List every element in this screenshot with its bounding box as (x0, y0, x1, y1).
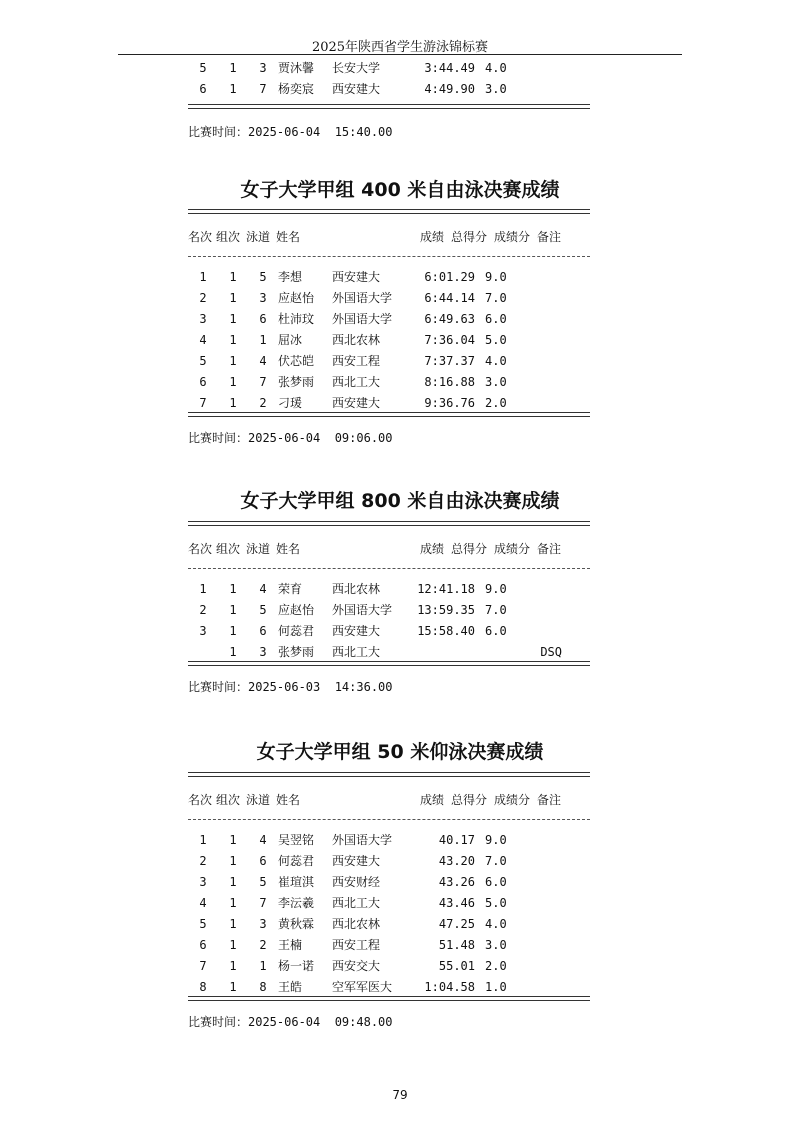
cell-unit: 西北工大 (332, 645, 381, 659)
cell-time: 15:58.40 (417, 624, 475, 638)
cell-time: 40.17 (438, 833, 475, 847)
column-rank: 名次 (188, 542, 213, 556)
column-name: 姓名 (276, 542, 301, 556)
cell-rank: 5 (199, 354, 207, 368)
cell-lane: 8 (259, 980, 267, 994)
cell-lane: 7 (259, 375, 267, 389)
column-note: 备注 (537, 793, 562, 807)
cell-name: 吴翌铭 (278, 833, 315, 847)
cell-unit: 西安建大 (332, 854, 381, 868)
double-rule (188, 521, 590, 526)
column-name: 姓名 (276, 230, 301, 244)
cell-pts: 3.0 (485, 375, 507, 389)
column-note: 备注 (537, 542, 562, 556)
cell-name: 荣育 (278, 582, 303, 596)
double-rule (188, 104, 590, 109)
cell-group: 1 (229, 833, 237, 847)
cell-name: 黄秋霖 (278, 917, 315, 931)
cell-rank: 3 (199, 624, 207, 638)
cell-rank: 2 (199, 603, 207, 617)
cell-name: 张梦雨 (278, 375, 315, 389)
cell-pts: 2.0 (485, 396, 507, 410)
cell-rank: 8 (199, 980, 207, 994)
cell-time: 43.46 (438, 896, 475, 910)
column-total-points: 总得分 (451, 542, 488, 556)
cell-time: 12:41.18 (417, 582, 475, 596)
cell-unit: 西安建大 (332, 82, 381, 96)
cell-group: 1 (229, 375, 237, 389)
cell-time: 7:36.04 (424, 333, 475, 347)
cell-group: 1 (229, 582, 237, 596)
cell-note: DSQ (540, 645, 562, 659)
cell-name: 王皓 (278, 980, 303, 994)
cell-lane: 4 (259, 582, 267, 596)
cell-pts: 2.0 (485, 959, 507, 973)
cell-name: 屈冰 (278, 333, 303, 347)
cell-rank: 1 (199, 270, 207, 284)
cell-lane: 6 (259, 624, 267, 638)
column-lane: 泳道 (246, 230, 271, 244)
cell-name: 何蕊君 (278, 854, 315, 868)
cell-time: 7:37.37 (424, 354, 475, 368)
cell-lane: 3 (259, 645, 267, 659)
cell-time: 3:44.49 (424, 61, 475, 75)
double-rule (188, 412, 590, 417)
cell-name: 杨奕宸 (278, 82, 315, 96)
cell-rank: 6 (199, 375, 207, 389)
cell-unit: 西北工大 (332, 896, 381, 910)
cell-pts: 4.0 (485, 354, 507, 368)
column-note: 备注 (537, 230, 562, 244)
cell-time: 43.20 (438, 854, 475, 868)
cell-pts: 6.0 (485, 624, 507, 638)
cell-rank: 5 (199, 917, 207, 931)
dashed-rule (188, 256, 590, 257)
cell-rank: 7 (199, 396, 207, 410)
cell-pts: 9.0 (485, 833, 507, 847)
column-rank: 名次 (188, 793, 213, 807)
cell-lane: 5 (259, 603, 267, 617)
cell-name: 刁瑗 (278, 396, 303, 410)
cell-unit: 西安建大 (332, 624, 381, 638)
cell-time: 1:04.58 (424, 980, 475, 994)
cell-time: 43.26 (438, 875, 475, 889)
cell-time: 51.48 (438, 938, 475, 952)
cell-group: 1 (229, 603, 237, 617)
column-group: 组次 (216, 230, 241, 244)
cell-rank: 6 (199, 938, 207, 952)
cell-pts: 4.0 (485, 61, 507, 75)
cell-name: 杨一诺 (278, 959, 315, 973)
cell-rank: 6 (199, 82, 207, 96)
cell-unit: 西安工程 (332, 354, 381, 368)
cell-name: 应赵怡 (278, 603, 315, 617)
cell-name: 贾沐馨 (278, 61, 315, 75)
cell-unit: 长安大学 (332, 61, 381, 75)
cell-group: 1 (229, 875, 237, 889)
cell-lane: 5 (259, 270, 267, 284)
cell-time: 9:36.76 (424, 396, 475, 410)
double-rule (188, 996, 590, 1001)
cell-group: 1 (229, 396, 237, 410)
cell-name: 杜沛玟 (278, 312, 315, 326)
match-time: 比赛时间：2025-06-03 14:36.00 (188, 680, 393, 694)
double-rule (188, 772, 590, 777)
cell-pts: 4.0 (485, 917, 507, 931)
cell-rank: 7 (199, 959, 207, 973)
column-lane: 泳道 (246, 793, 271, 807)
match-time: 比赛时间：2025-06-04 09:06.00 (188, 431, 393, 445)
cell-unit: 西安建大 (332, 396, 381, 410)
cell-lane: 4 (259, 354, 267, 368)
column-result-points: 成绩分 (494, 230, 531, 244)
cell-pts: 3.0 (485, 82, 507, 96)
cell-unit: 西安建大 (332, 270, 381, 284)
cell-time: 4:49.90 (424, 82, 475, 96)
cell-group: 1 (229, 980, 237, 994)
event-title: 女子大学甲组 400 米自由泳决赛成绩 (240, 179, 560, 201)
cell-unit: 西安交大 (332, 959, 381, 973)
cell-lane: 3 (259, 917, 267, 931)
cell-pts: 5.0 (485, 896, 507, 910)
cell-group: 1 (229, 61, 237, 75)
page-number: 79 (392, 1088, 408, 1102)
cell-group: 1 (229, 82, 237, 96)
column-group: 组次 (216, 542, 241, 556)
column-rank: 名次 (188, 230, 213, 244)
cell-group: 1 (229, 959, 237, 973)
cell-time: 13:59.35 (417, 603, 475, 617)
column-name: 姓名 (276, 793, 301, 807)
cell-rank: 3 (199, 312, 207, 326)
column-result: 成绩 (420, 542, 445, 556)
cell-pts: 6.0 (485, 312, 507, 326)
cell-pts: 9.0 (485, 270, 507, 284)
cell-time: 47.25 (438, 917, 475, 931)
cell-rank: 5 (199, 61, 207, 75)
cell-unit: 外国语大学 (332, 603, 393, 617)
cell-lane: 3 (259, 61, 267, 75)
column-total-points: 总得分 (451, 793, 488, 807)
column-total-points: 总得分 (451, 230, 488, 244)
event-title: 女子大学甲组 50 米仰泳决赛成绩 (256, 741, 544, 763)
column-result: 成绩 (420, 793, 445, 807)
cell-lane: 2 (259, 938, 267, 952)
cell-group: 1 (229, 270, 237, 284)
cell-pts: 3.0 (485, 938, 507, 952)
dashed-rule (188, 568, 590, 569)
cell-unit: 外国语大学 (332, 312, 393, 326)
match-time: 比赛时间：2025-06-04 09:48.00 (188, 1015, 393, 1029)
cell-unit: 外国语大学 (332, 833, 393, 847)
cell-rank: 3 (199, 875, 207, 889)
cell-name: 李沄羲 (278, 896, 315, 910)
cell-pts: 5.0 (485, 333, 507, 347)
header-rule (118, 54, 682, 55)
cell-lane: 7 (259, 896, 267, 910)
cell-rank: 4 (199, 333, 207, 347)
cell-time: 6:01.29 (424, 270, 475, 284)
cell-unit: 西安工程 (332, 938, 381, 952)
cell-unit: 西北工大 (332, 375, 381, 389)
cell-unit: 西北农林 (332, 582, 381, 596)
cell-group: 1 (229, 354, 237, 368)
cell-time: 6:44.14 (424, 291, 475, 305)
cell-pts: 9.0 (485, 582, 507, 596)
double-rule (188, 209, 590, 214)
event-title: 女子大学甲组 800 米自由泳决赛成绩 (240, 490, 560, 512)
cell-pts: 6.0 (485, 875, 507, 889)
cell-lane: 6 (259, 854, 267, 868)
cell-group: 1 (229, 312, 237, 326)
cell-group: 1 (229, 291, 237, 305)
cell-group: 1 (229, 854, 237, 868)
column-result: 成绩 (420, 230, 445, 244)
cell-group: 1 (229, 896, 237, 910)
cell-rank: 2 (199, 291, 207, 305)
cell-pts: 1.0 (485, 980, 507, 994)
cell-name: 何蕊君 (278, 624, 315, 638)
cell-name: 李想 (278, 270, 303, 284)
cell-unit: 空军军医大 (332, 980, 393, 994)
cell-unit: 西北农林 (332, 917, 381, 931)
cell-name: 伏芯皑 (278, 354, 315, 368)
cell-rank: 1 (199, 833, 207, 847)
match-time: 比赛时间：2025-06-04 15:40.00 (188, 125, 393, 139)
cell-name: 王楠 (278, 938, 303, 952)
cell-unit: 外国语大学 (332, 291, 393, 305)
page-header: 2025年陕西省学生游泳锦标赛 (311, 40, 489, 55)
cell-group: 1 (229, 645, 237, 659)
cell-lane: 4 (259, 833, 267, 847)
cell-rank: 1 (199, 582, 207, 596)
cell-lane: 2 (259, 396, 267, 410)
cell-group: 1 (229, 938, 237, 952)
cell-group: 1 (229, 917, 237, 931)
cell-group: 1 (229, 333, 237, 347)
cell-lane: 1 (259, 333, 267, 347)
double-rule (188, 661, 590, 666)
cell-lane: 7 (259, 82, 267, 96)
cell-pts: 7.0 (485, 854, 507, 868)
cell-pts: 7.0 (485, 603, 507, 617)
cell-name: 崔瑄淇 (278, 875, 315, 889)
column-lane: 泳道 (246, 542, 271, 556)
cell-time: 6:49.63 (424, 312, 475, 326)
cell-name: 张梦雨 (278, 645, 315, 659)
column-result-points: 成绩分 (494, 793, 531, 807)
column-result-points: 成绩分 (494, 542, 531, 556)
cell-group: 1 (229, 624, 237, 638)
cell-lane: 1 (259, 959, 267, 973)
cell-rank: 4 (199, 896, 207, 910)
cell-time: 8:16.88 (424, 375, 475, 389)
cell-lane: 5 (259, 875, 267, 889)
cell-unit: 西安财经 (332, 875, 381, 889)
cell-time: 55.01 (438, 959, 475, 973)
cell-rank: 2 (199, 854, 207, 868)
cell-pts: 7.0 (485, 291, 507, 305)
cell-lane: 3 (259, 291, 267, 305)
cell-unit: 西北农林 (332, 333, 381, 347)
cell-lane: 6 (259, 312, 267, 326)
dashed-rule (188, 819, 590, 820)
column-group: 组次 (216, 793, 241, 807)
cell-name: 应赵怡 (278, 291, 315, 305)
